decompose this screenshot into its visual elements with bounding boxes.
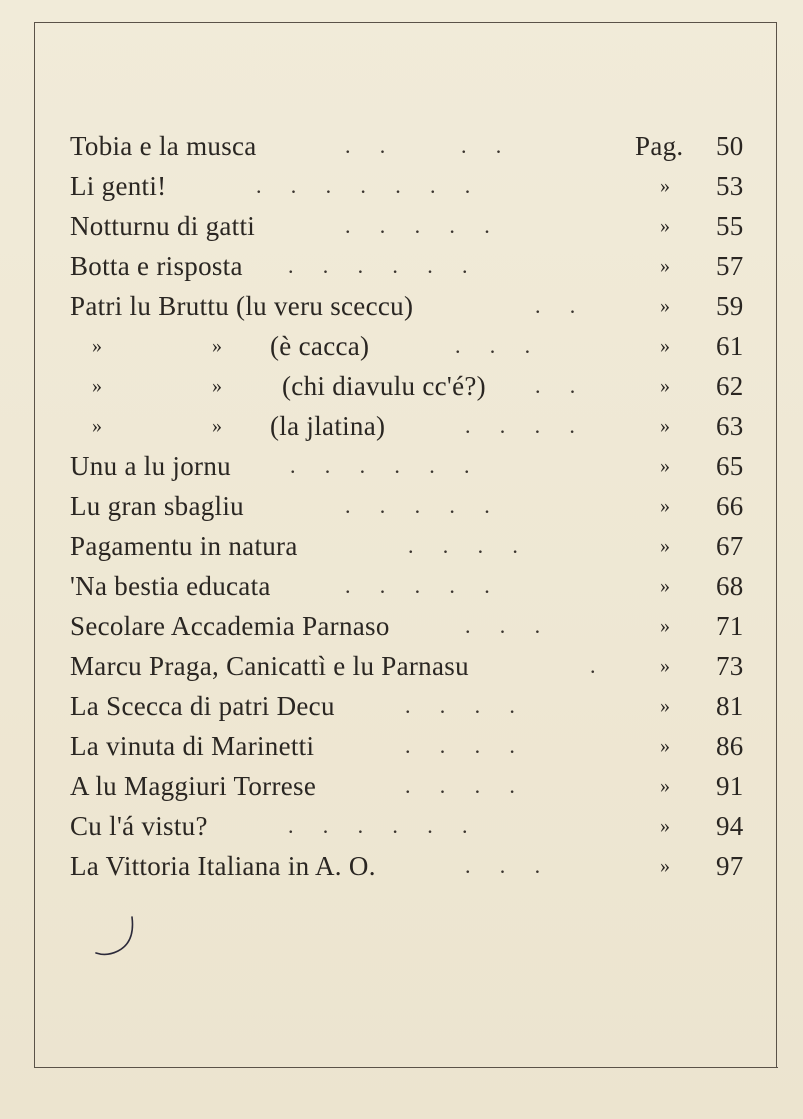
toc-row [0, 606, 803, 646]
page-number: 86 [716, 731, 744, 761]
ditto-mark: » [212, 415, 223, 437]
toc-row [0, 646, 803, 686]
leader-dots: . . . . [405, 693, 516, 718]
toc-row [0, 166, 803, 206]
page-number: 61 [716, 331, 744, 361]
toc-row [0, 326, 803, 366]
toc-row [0, 686, 803, 726]
toc-title: Patri lu Bruttu (lu veru sceccu) [70, 291, 414, 321]
leader-dots: . . . . . . . [256, 173, 471, 198]
leader-dots: . . . . . [345, 213, 490, 238]
toc-row [0, 406, 803, 446]
page-number: 53 [716, 171, 744, 201]
frame-line-bottom [34, 1067, 778, 1068]
toc-title: Li genti! [70, 171, 167, 201]
ditto-mark: » [92, 375, 103, 397]
toc-title: Botta e risposta [70, 251, 243, 281]
page-number: 73 [716, 651, 744, 681]
leader-dots: . . . . . . [288, 253, 468, 278]
page-number: 68 [716, 571, 744, 601]
toc-row [0, 486, 803, 526]
ditto-mark: » [92, 415, 103, 437]
page-number: 65 [716, 451, 744, 481]
toc-title: A lu Maggiuri Torrese [70, 771, 317, 801]
ditto-mark: » [660, 735, 671, 757]
leader-dots: . . . . [465, 413, 576, 438]
pencil-mark [92, 915, 138, 959]
toc-row [0, 126, 803, 166]
toc-title: (è cacca) [270, 331, 370, 361]
ditto-mark: » [660, 375, 671, 397]
leader-dots: . . . . . [345, 573, 490, 598]
ditto-mark: » [660, 455, 671, 477]
page-number: 94 [716, 811, 744, 841]
toc-title: Pagamentu in natura [70, 531, 298, 561]
page-number: 66 [716, 491, 744, 521]
ditto-mark: » [660, 495, 671, 517]
toc-row [0, 526, 803, 566]
toc-title: Marcu Praga, Canicattì e lu Parnasu [70, 651, 469, 681]
toc-title: Lu gran sbagliu [70, 491, 244, 521]
toc-row [0, 366, 803, 406]
ditto-mark: » [660, 215, 671, 237]
leader-dots: . . . [465, 853, 541, 878]
ditto-mark: » [660, 815, 671, 837]
toc-row [0, 726, 803, 766]
toc-title: 'Na bestia educata [70, 571, 271, 601]
toc-row [0, 806, 803, 846]
toc-row [0, 206, 803, 246]
leader-dots: . . . . . . [290, 453, 470, 478]
toc-row [0, 246, 803, 286]
toc-title: (la jlatina) [270, 411, 386, 441]
toc-title: Cu l'á vistu? [70, 811, 208, 841]
toc-title: Unu a lu jornu [70, 451, 231, 481]
leader-dots: . . . . [345, 133, 502, 158]
toc-title: Tobia e la musca [70, 131, 257, 161]
page-number: 97 [716, 851, 744, 881]
page-number: 91 [716, 771, 744, 801]
page-number: 50 [716, 131, 744, 161]
ditto-mark: » [660, 175, 671, 197]
page-number: 67 [716, 531, 744, 561]
toc-title: La Vittoria Italiana in A. O. [70, 851, 376, 881]
page-number: 81 [716, 691, 744, 721]
leader-dots: . . . . [405, 773, 516, 798]
toc-row [0, 566, 803, 606]
ditto-mark: » [660, 615, 671, 637]
toc-title: Secolare Accademia Parnaso [70, 611, 390, 641]
toc-title: (chi diavulu cc'é?) [282, 371, 486, 401]
ditto-mark: » [660, 575, 671, 597]
page-number: 63 [716, 411, 744, 441]
ditto-mark: » [660, 255, 671, 277]
toc-row [0, 286, 803, 326]
leader-dots: . . . . . . [288, 813, 468, 838]
toc-row [0, 446, 803, 486]
ditto-mark: » [212, 375, 223, 397]
toc-title: Notturnu di gatti [70, 211, 256, 241]
ditto-mark: » [92, 335, 103, 357]
leader-dots: . . [535, 293, 576, 318]
ditto-mark: » [212, 335, 223, 357]
leader-dots: . . . . [408, 533, 519, 558]
leader-dots: . . [535, 373, 576, 398]
toc-row [0, 766, 803, 806]
ditto-mark: » [660, 295, 671, 317]
ditto-mark: » [660, 695, 671, 717]
ditto-mark: » [660, 655, 671, 677]
frame-line-top [34, 22, 776, 23]
page-number: 71 [716, 611, 744, 641]
page-number: 55 [716, 211, 744, 241]
leader-dots: . . . [465, 613, 541, 638]
ditto-mark: » [660, 855, 671, 877]
leader-dots: . [590, 653, 596, 678]
ditto-mark: » [660, 335, 671, 357]
leader-dots: . . . [455, 333, 531, 358]
page-number: 59 [716, 291, 744, 321]
toc-title: La Scecca di patri Decu [70, 691, 335, 721]
leader-dots: . . . . . [345, 493, 490, 518]
ditto-mark: » [660, 415, 671, 437]
page-label: Pag. [635, 131, 684, 161]
ditto-mark: » [660, 775, 671, 797]
ditto-mark: » [660, 535, 671, 557]
toc-title: La vinuta di Marinetti [70, 731, 315, 761]
page-number: 57 [716, 251, 744, 281]
page-number: 62 [716, 371, 744, 401]
leader-dots: . . . . [405, 733, 516, 758]
toc-row [0, 846, 803, 886]
